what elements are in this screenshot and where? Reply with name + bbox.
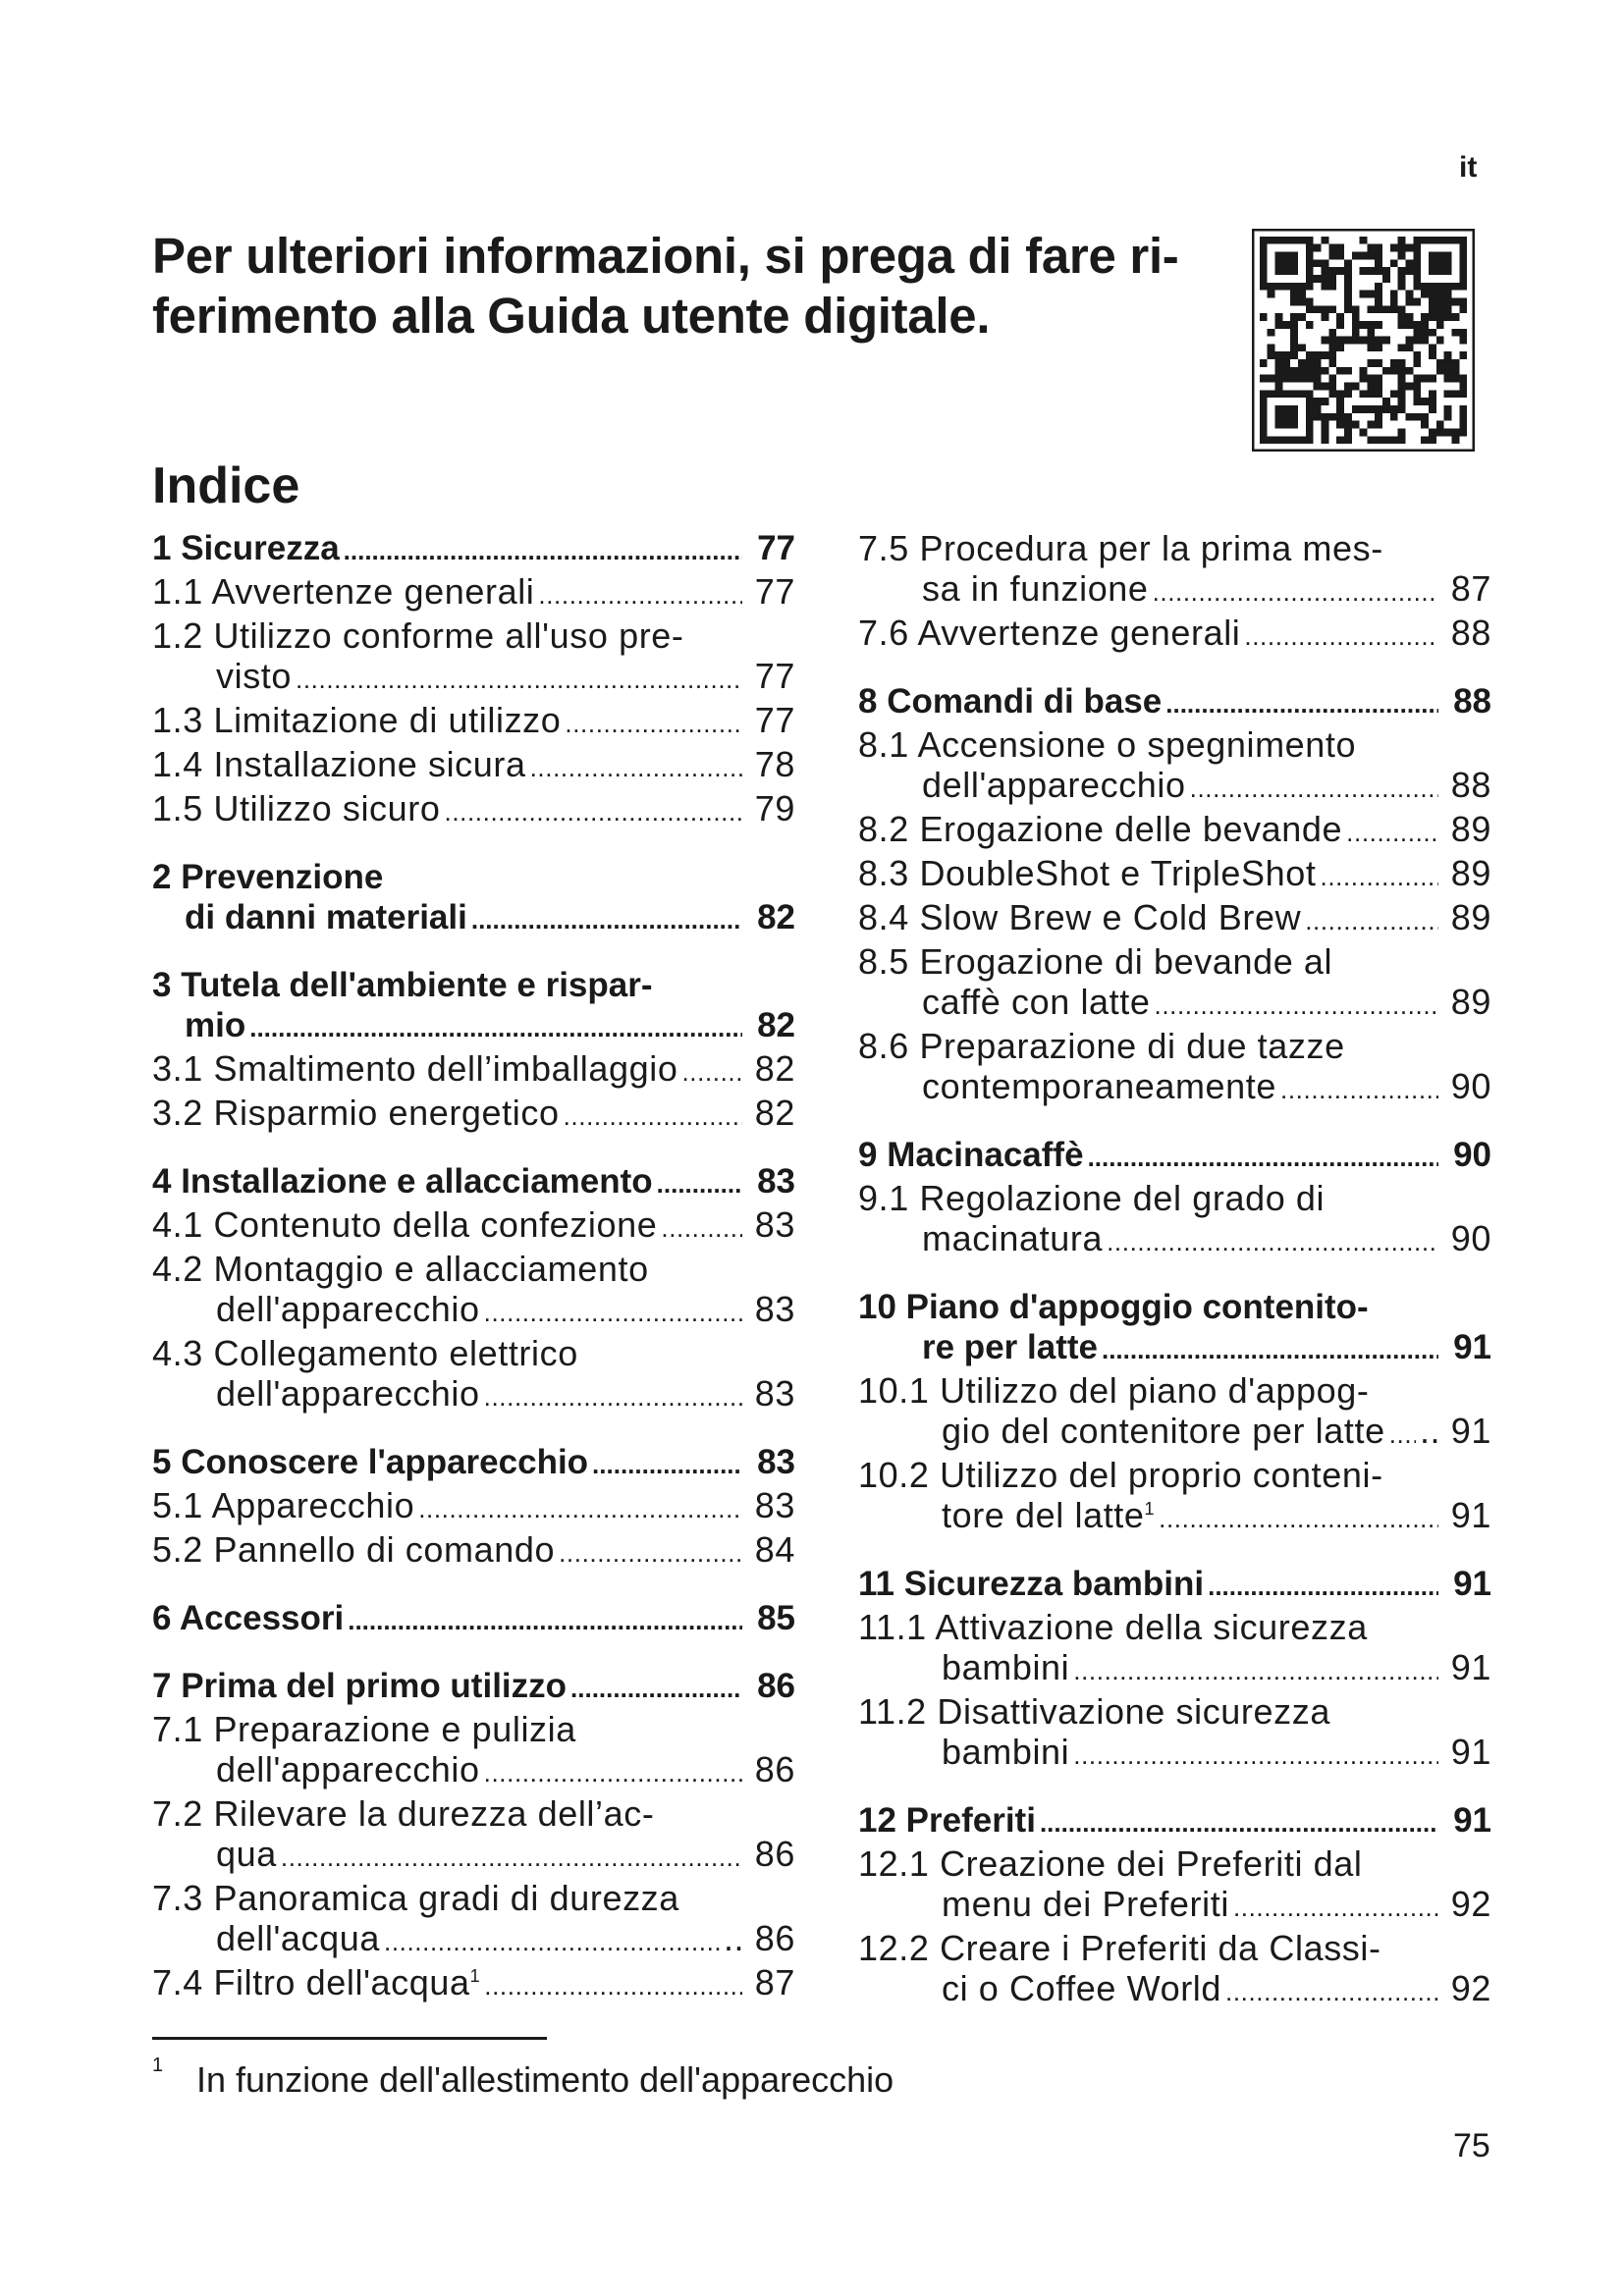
toc-entry-title: qua: [216, 1834, 277, 1874]
toc-entry[interactable]: [858, 1800, 1491, 1843]
toc-entry-title: 7.6 Avvertenze generali: [858, 613, 1241, 653]
dot-leader: [564, 1096, 742, 1137]
toc-page-number: 88: [1450, 765, 1491, 805]
toc-entry[interactable]: [858, 897, 1491, 941]
dot-leader: [1073, 1651, 1438, 1691]
toc-entry-title[interactable]: 7.2 Rilevare la durezza dell’ac-: [152, 1793, 655, 1834]
toc-page-number: 90: [1450, 1066, 1491, 1106]
toc-section: [858, 1800, 1491, 2012]
toc-entry[interactable]: [152, 1485, 795, 1529]
toc-page-number: 85: [757, 1599, 795, 1637]
dot-leader: [559, 1533, 742, 1574]
dot-leader: [1225, 1972, 1438, 2012]
dot-leader: [565, 704, 742, 744]
toc-entry[interactable]: [152, 1834, 795, 1878]
toc-section: [152, 528, 795, 832]
toc-entry-title: 3.2 Risparmio energetico: [152, 1093, 560, 1133]
dot-leader: [1107, 1222, 1438, 1262]
dot-leader: [538, 575, 742, 615]
toc-entry[interactable]: [858, 809, 1491, 853]
toc-entry-title: visto: [216, 656, 293, 696]
toc-left-column: [152, 528, 795, 2031]
dot-leader: [570, 1669, 742, 1709]
toc-page-number: .. 91: [1419, 1411, 1491, 1451]
toc-page-number: 91: [1453, 1565, 1491, 1603]
toc-entry[interactable]: [152, 656, 795, 700]
toc-page-number: 91: [1453, 1801, 1491, 1840]
toc-entry-title: dell'acqua: [216, 1918, 380, 1958]
toc-page-number: 88: [1453, 682, 1491, 721]
toc-entry[interactable]: [152, 1442, 795, 1485]
dot-leader: [1102, 1330, 1438, 1370]
toc-entry-title[interactable]: 1.2 Utilizzo conforme all'uso pre-: [152, 615, 684, 656]
toc-entry-text: 7.4 Filtro dell'acqua: [152, 1962, 470, 2002]
dot-leader: [281, 1838, 742, 1878]
toc-section: [858, 1287, 1491, 1539]
dot-leader: [661, 1208, 742, 1249]
toc-entry[interactable]: [152, 897, 795, 940]
toc-entry-title[interactable]: 12.2 Creare i Preferiti da Classi-: [858, 1928, 1381, 1968]
toc-entry-title: 12 Preferiti: [858, 1801, 1036, 1840]
toc-entry-title: re per latte: [922, 1328, 1098, 1366]
toc-entry-title[interactable]: 10 Piano d'appoggio contenito-: [858, 1288, 1369, 1326]
toc-section: [152, 857, 795, 940]
dot-leader: [471, 900, 742, 940]
dot-leader: [1208, 1567, 1438, 1607]
toc-entry-title: 1.4 Installazione sicura: [152, 744, 526, 784]
toc-entry-title: contemporaneamente: [922, 1066, 1277, 1106]
toc-entry-title: 1 Sicurezza: [152, 529, 340, 567]
qr-code: [1252, 229, 1475, 452]
dot-leader: [1190, 769, 1438, 809]
dot-leader: [1233, 1888, 1438, 1928]
toc-page-number: 83: [757, 1443, 795, 1481]
toc-entry-title: 5 Conoscere l'apparecchio: [152, 1443, 589, 1481]
toc-entry[interactable]: [858, 1968, 1491, 2012]
toc-page-number: 77: [754, 700, 795, 740]
toc-entry-title: bambini: [942, 1647, 1070, 1687]
toc-entry-title[interactable]: 3 Tutela dell'ambiente e rispar-: [152, 966, 653, 1004]
toc-title: Indice: [152, 457, 300, 514]
toc-entry-title: 5.2 Pannello di comando: [152, 1529, 556, 1570]
toc-section: [858, 1135, 1491, 1262]
toc-entry[interactable]: [152, 788, 795, 832]
toc-entry-title: 8.2 Erogazione delle bevande: [858, 809, 1343, 849]
toc-section: [858, 1564, 1491, 1776]
dot-leader: [1159, 1499, 1438, 1539]
toc-entry-title: 11 Sicurezza bambini: [858, 1565, 1205, 1603]
toc-entry[interactable]: [858, 681, 1491, 724]
dot-leader: [1040, 1803, 1438, 1843]
toc-entry-title: bambini: [942, 1732, 1070, 1772]
toc-entry[interactable]: [858, 1327, 1491, 1370]
toc-entry[interactable]: [152, 1749, 795, 1793]
toc-page-number: 83: [754, 1204, 795, 1245]
toc-entry[interactable]: [152, 1918, 795, 1962]
dot-leader: [530, 748, 742, 788]
toc-page-number: 83: [754, 1485, 795, 1525]
toc-entry-title: 8.4 Slow Brew e Cold Brew: [858, 897, 1302, 937]
toc-entry-title[interactable]: 11.1 Attivazione della sicurezza: [858, 1607, 1368, 1647]
toc-entry-title: sa in funzione: [922, 568, 1149, 609]
toc-entry-title: 3.1 Smaltimento dell’imballaggio: [152, 1048, 678, 1089]
toc-entry-title[interactable]: 4.3 Collegamento elettrico: [152, 1333, 578, 1373]
toc-page-number: 78: [754, 744, 795, 784]
toc-entry-title: 1.5 Utilizzo sicuro: [152, 788, 441, 828]
toc-entry[interactable]: [152, 528, 795, 571]
toc-entry-title: 7 Prima del primo utilizzo: [152, 1667, 568, 1705]
dot-leader: [445, 792, 743, 832]
dot-leader: [1280, 1070, 1438, 1110]
dot-leader: [384, 1922, 720, 1962]
dot-leader: [418, 1489, 742, 1529]
toc-entry-title: [152, 1962, 480, 2002]
toc-section: [152, 1598, 795, 1641]
toc-entry[interactable]: [858, 1066, 1491, 1110]
toc-entry-title[interactable]: 7.1 Preparazione e pulizia: [152, 1709, 576, 1749]
toc-entry-title: caffè con latte: [922, 982, 1151, 1022]
dot-leader: [344, 531, 742, 571]
toc-entry-title[interactable]: 4.2 Montaggio e allacciamento: [152, 1249, 649, 1289]
dot-leader: [296, 660, 742, 700]
toc-entry-title: 8 Comandi di base: [858, 682, 1163, 721]
dot-leader: [1305, 901, 1438, 941]
toc-entry[interactable]: [152, 1048, 795, 1093]
toc-page-number: 83: [754, 1373, 795, 1414]
headline-line: ferimento alla Guida utente digitale.: [152, 288, 991, 344]
dot-leader: [1389, 1415, 1416, 1455]
toc-entry[interactable]: [858, 1884, 1491, 1928]
toc-entry[interactable]: [152, 1093, 795, 1137]
toc-page-number: 91: [1450, 1495, 1491, 1535]
toc-page-number: 90: [1453, 1136, 1491, 1174]
toc-entry-title: menu dei Preferiti: [942, 1884, 1229, 1924]
toc-page-number: 90: [1450, 1218, 1491, 1258]
footnote-text: In funzione dell'allestimento dell'apparecchio: [196, 2059, 894, 2100]
toc-page-number: 89: [1450, 897, 1491, 937]
toc-entry[interactable]: [152, 1289, 795, 1333]
toc-page-number: 86: [754, 1834, 795, 1874]
toc-right-column: [858, 528, 1491, 2037]
dot-leader: [1321, 857, 1439, 897]
toc-entry-title[interactable]: 11.2 Disattivazione sicurezza: [858, 1691, 1330, 1732]
toc-page-number: 89: [1450, 853, 1491, 893]
toc-entry[interactable]: [152, 1161, 795, 1204]
toc-page-number: 87: [1450, 568, 1491, 609]
toc-page-number: 86: [754, 1749, 795, 1789]
toc-entry-title: dell'apparecchio: [216, 1373, 480, 1414]
toc-entry[interactable]: [152, 744, 795, 788]
toc-entry[interactable]: [152, 700, 795, 744]
toc-section: [858, 681, 1491, 1110]
toc-entry[interactable]: [858, 853, 1491, 897]
toc-entry-title: [942, 1495, 1155, 1535]
toc-page-number: 86: [757, 1667, 795, 1705]
toc-entry-title: ci o Coffee World: [942, 1968, 1221, 2008]
dot-leader: [1153, 572, 1438, 613]
toc-entry[interactable]: [858, 613, 1491, 657]
dot-leader: [249, 1008, 742, 1048]
toc-page-number: 83: [754, 1289, 795, 1329]
toc-entry-title[interactable]: 10.2 Utilizzo del proprio conteni-: [858, 1455, 1383, 1495]
toc-section: [152, 965, 795, 1137]
toc-page-number: 82: [757, 1006, 795, 1044]
dot-leader: [1073, 1735, 1438, 1776]
dot-leader: [348, 1601, 742, 1641]
toc-page-number: 87: [754, 1962, 795, 2002]
toc-entry-title[interactable]: 8.5 Erogazione di bevande al: [858, 941, 1333, 982]
toc-entry[interactable]: [152, 1598, 795, 1641]
toc-entry-title[interactable]: 10.1 Utilizzo del piano d'appog-: [858, 1370, 1370, 1411]
dot-leader: [484, 1377, 742, 1417]
toc-page-number: 77: [754, 571, 795, 612]
footnote-ref: 1: [1144, 1499, 1156, 1519]
toc-entry-title: dell'apparecchio: [216, 1289, 480, 1329]
toc-entry[interactable]: [152, 1962, 795, 2006]
toc-entry-title: dell'apparecchio: [922, 765, 1186, 805]
dot-leader: [1244, 616, 1438, 657]
toc-section: [152, 1666, 795, 2006]
dot-leader: [681, 1052, 742, 1093]
toc-page-number: 79: [754, 788, 795, 828]
toc-page-number: 91: [1450, 1732, 1491, 1772]
toc-entry[interactable]: [858, 1411, 1491, 1455]
toc-entry-title[interactable]: 9.1 Regolazione del grado di: [858, 1178, 1326, 1218]
toc-entry-title[interactable]: 12.1 Creazione dei Preferiti dal: [858, 1843, 1363, 1884]
toc-entry-title[interactable]: 8.6 Preparazione di due tazze: [858, 1026, 1345, 1066]
footnote-mark: 1: [152, 2055, 164, 2076]
dot-leader: [657, 1164, 742, 1204]
footnote-divider: [152, 2037, 547, 2040]
page-headline: [152, 226, 1213, 346]
toc-page-number: 84: [754, 1529, 795, 1570]
toc-entry[interactable]: [858, 1732, 1491, 1776]
toc-entry-title: 6 Accessori: [152, 1599, 345, 1637]
toc-page-number: 92: [1450, 1968, 1491, 2008]
toc-entry-title: mio: [185, 1006, 246, 1044]
toc-page-number: 82: [757, 898, 795, 936]
toc-entry[interactable]: [858, 765, 1491, 809]
toc-entry-title: 8.3 DoubleShot e TripleShot: [858, 853, 1317, 893]
toc-entry[interactable]: [858, 1564, 1491, 1607]
toc-entry-title: 1.3 Limitazione di utilizzo: [152, 700, 562, 740]
toc-page-number: .. 86: [723, 1918, 795, 1958]
dot-leader: [484, 1966, 742, 2006]
toc-page-number: 77: [757, 529, 795, 567]
toc-page-number: 77: [754, 656, 795, 696]
toc-entry-title: 9 Macinacaffè: [858, 1136, 1084, 1174]
headline-line: Per ulteriori informazioni, si prega di fare ri-: [152, 228, 1179, 284]
toc-entry-title: macinatura: [922, 1218, 1104, 1258]
toc-section: [152, 1442, 795, 1574]
toc-page-number: 88: [1450, 613, 1491, 653]
toc-entry[interactable]: [858, 982, 1491, 1026]
toc-entry[interactable]: [152, 1204, 795, 1249]
toc-page-number: 82: [754, 1093, 795, 1133]
toc-entry-title: 5.1 Apparecchio: [152, 1485, 415, 1525]
toc-entry[interactable]: [858, 1135, 1491, 1178]
toc-page-number: 91: [1450, 1647, 1491, 1687]
toc-entry-title: 1.1 Avvertenze generali: [152, 571, 535, 612]
dot-leader: [1346, 813, 1438, 853]
dot-leader: [1088, 1138, 1438, 1178]
toc-entry-title[interactable]: 8.1 Accensione o spegnimento: [858, 724, 1357, 765]
toc-page-number: 83: [757, 1162, 795, 1201]
toc-page-number: 89: [1450, 809, 1491, 849]
toc-entry-title[interactable]: 7.3 Panoramica gradi di durezza: [152, 1878, 679, 1918]
dot-leader: [1165, 684, 1438, 724]
toc-entry[interactable]: [152, 1373, 795, 1417]
dot-leader: [484, 1753, 742, 1793]
toc-page-number: 82: [754, 1048, 795, 1089]
toc-page-number: 89: [1450, 982, 1491, 1022]
toc-entry-title[interactable]: 7.5 Procedura per la prima mes-: [858, 528, 1383, 568]
toc-entry-title: di danni materiali: [185, 898, 467, 936]
dot-leader: [592, 1445, 742, 1485]
toc-entry[interactable]: [858, 1218, 1491, 1262]
toc-entry[interactable]: [152, 571, 795, 615]
toc-page-number: 91: [1453, 1328, 1491, 1366]
toc-entry[interactable]: [858, 568, 1491, 613]
dot-leader: [484, 1293, 742, 1333]
toc-entry-title: gio del contenitore per latte: [942, 1411, 1385, 1451]
toc-entry-title: 4.1 Contenuto della confezione: [152, 1204, 658, 1245]
toc-entry[interactable]: [152, 1529, 795, 1574]
toc-entry-title: 4 Installazione e allacciamento: [152, 1162, 653, 1201]
toc-page-number: 92: [1450, 1884, 1491, 1924]
footnote-ref: 1: [469, 1966, 481, 1986]
toc-section: [858, 528, 1491, 657]
toc-entry-title: dell'apparecchio: [216, 1749, 480, 1789]
toc-entry[interactable]: [152, 1005, 795, 1048]
toc-entry-text: tore del latte: [942, 1495, 1145, 1535]
toc-entry-title[interactable]: 2 Prevenzione: [152, 858, 384, 896]
toc-entry[interactable]: [152, 1666, 795, 1709]
language-code: it: [1459, 151, 1478, 184]
toc-entry[interactable]: [858, 1647, 1491, 1691]
toc-section: [152, 1161, 795, 1417]
page-number: 75: [1453, 2127, 1490, 2164]
dot-leader: [1155, 986, 1439, 1026]
toc-entry[interactable]: [858, 1495, 1491, 1539]
